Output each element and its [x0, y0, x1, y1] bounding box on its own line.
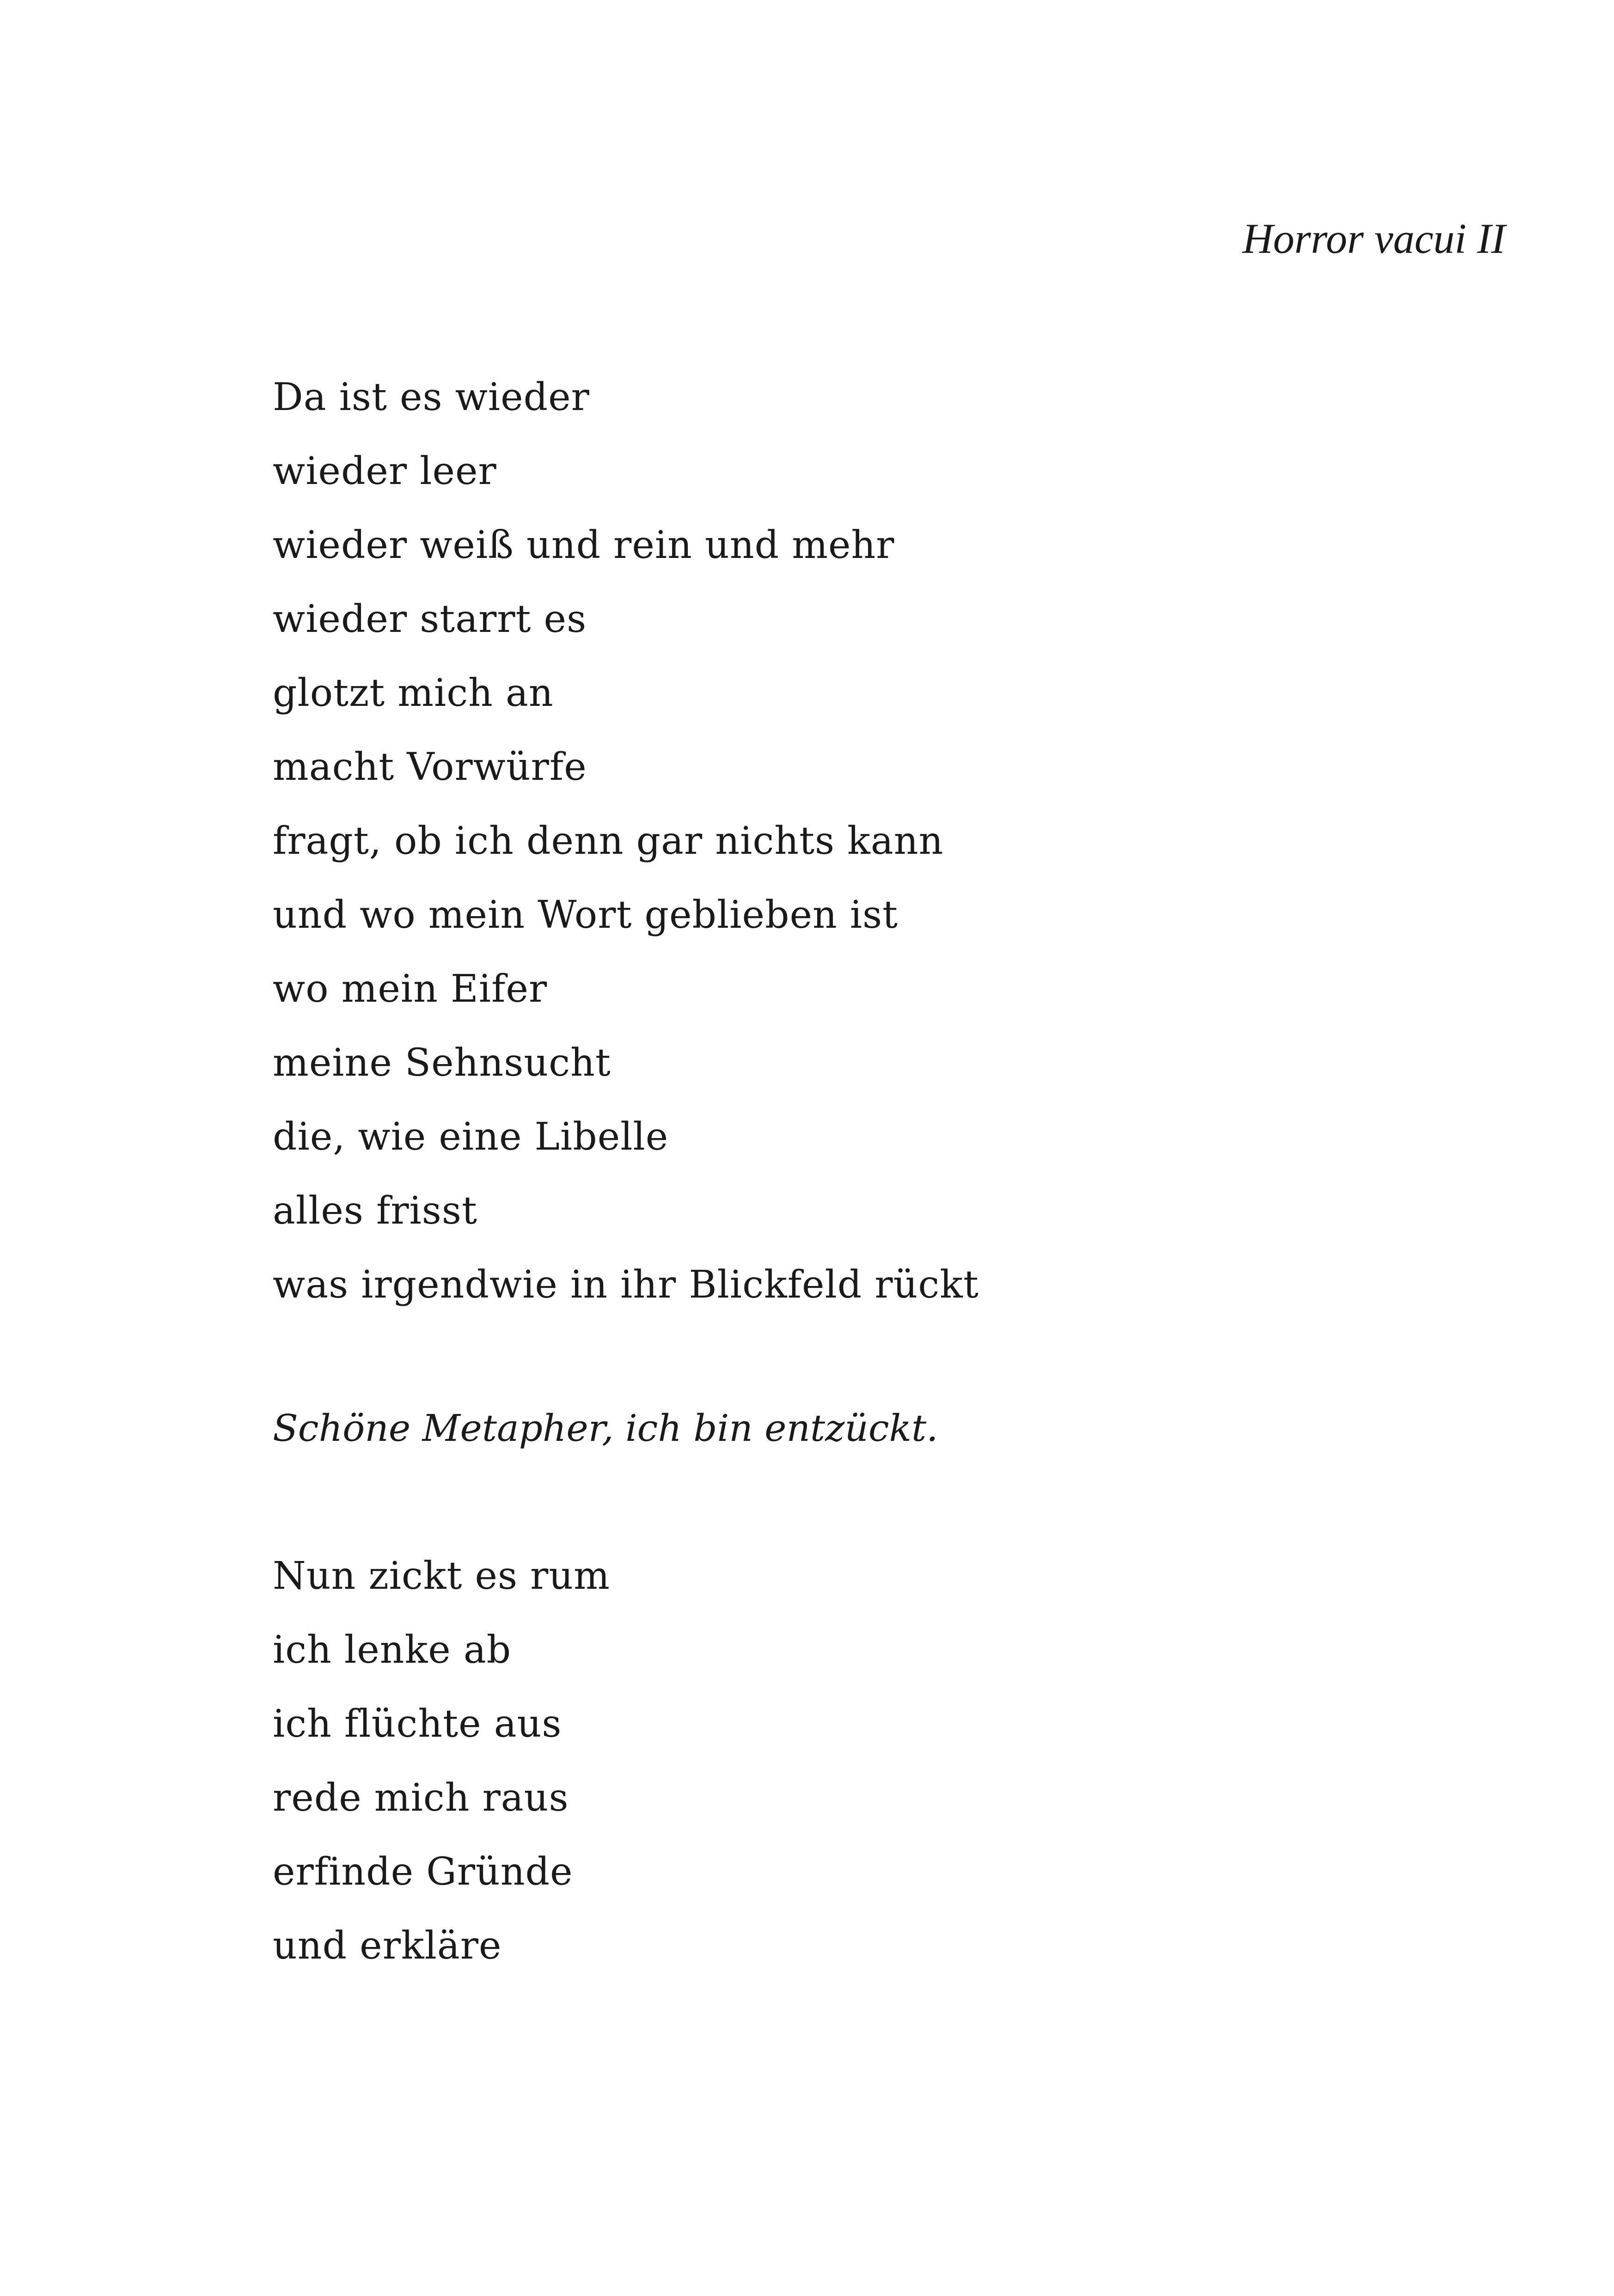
poem-line: meine Sehnsucht [273, 1041, 611, 1085]
poem-line: fragt, ob ich denn gar nichts kann [273, 819, 944, 863]
poem-line: wieder starrt es [273, 597, 587, 641]
poem-line: Nun zickt es rum [273, 1554, 610, 1598]
poem-line: macht Vorwürfe [273, 745, 587, 789]
stanza-1 [273, 374, 979, 1336]
italic-interjection: Schöne Metapher, ich bin entzückt. [273, 1407, 938, 1450]
poem-line: glotzt mich an [273, 671, 554, 715]
poem-title: Horror vacui II [1242, 215, 1505, 262]
poem-line: erfinde Gründe [273, 1850, 573, 1894]
poem-line: wieder weiß und rein und mehr [273, 523, 895, 567]
poem-line: ich flüchte aus [273, 1702, 562, 1746]
poem-line: Da ist es wieder [273, 375, 590, 419]
poem-line: die, wie eine Libelle [273, 1115, 669, 1159]
poem-line: was irgendwie in ihr Blickfeld rückt [273, 1263, 979, 1307]
poem-line: wieder leer [273, 449, 497, 493]
poem-line: wo mein Eifer [273, 967, 548, 1011]
stanza-2 [273, 1405, 938, 1451]
stanza-3 [273, 1553, 610, 1997]
poem-line: und erkläre [273, 1924, 502, 1968]
poem-line: ich lenke ab [273, 1628, 512, 1672]
poem-line: alles frisst [273, 1189, 477, 1233]
poem-line: rede mich raus [273, 1776, 569, 1820]
poem-line: und wo mein Wort geblieben ist [273, 893, 899, 937]
